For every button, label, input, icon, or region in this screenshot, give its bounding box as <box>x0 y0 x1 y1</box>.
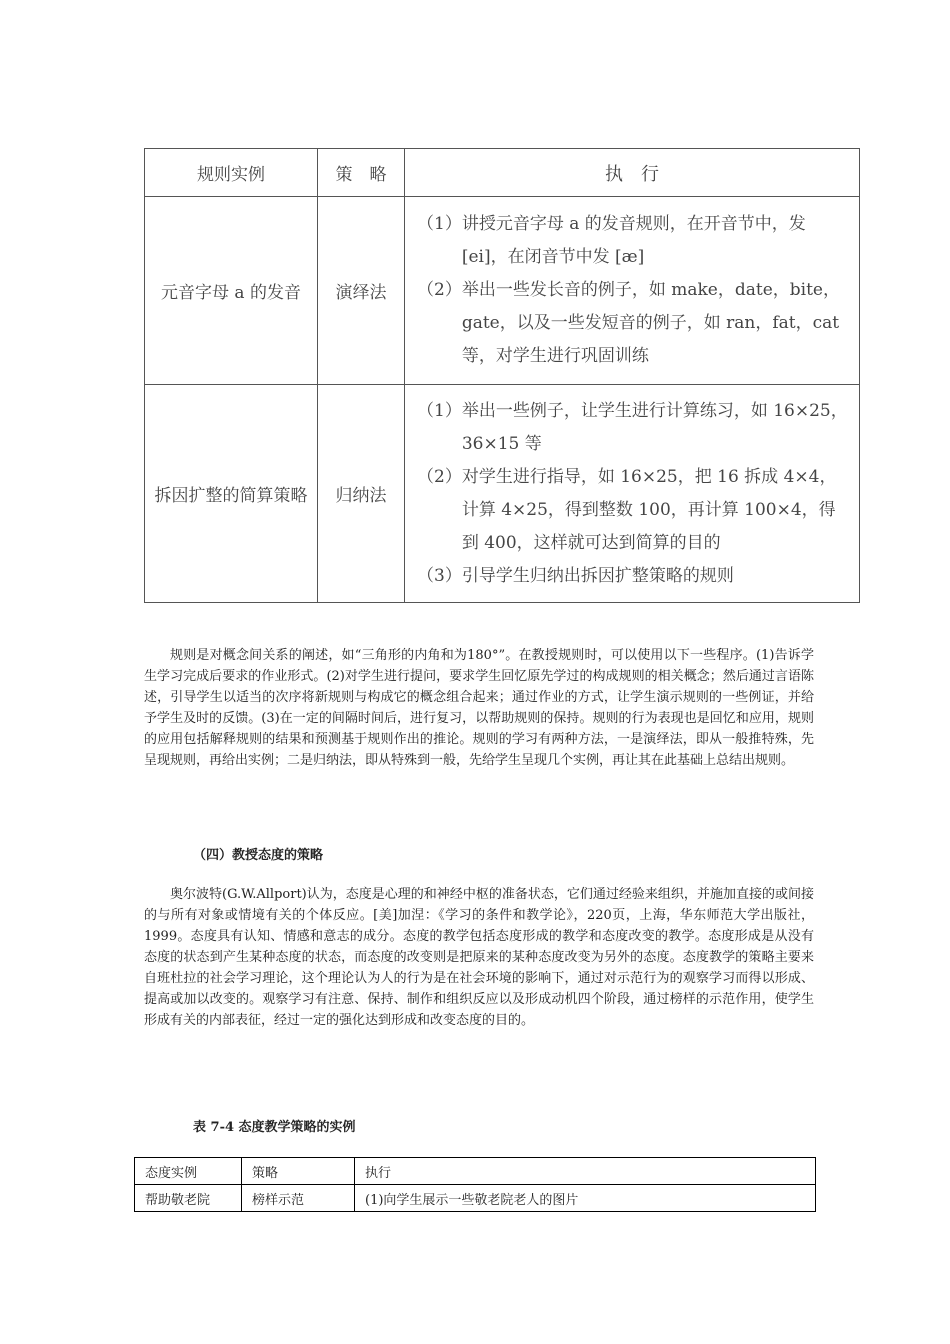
table-caption: 表 7-4 态度教学策略的实例 <box>193 1120 356 1135</box>
item-number: （2） <box>417 466 462 487</box>
table-row <box>145 197 860 385</box>
attitude-example-cell: 帮助敬老院 <box>135 1185 242 1212</box>
item-number: （1） <box>417 400 462 421</box>
execution-item <box>417 395 849 461</box>
table-header-row <box>135 1158 816 1185</box>
header-strategy: 策 略 <box>318 149 405 197</box>
header-rule-example: 规则实例 <box>145 149 318 197</box>
item-text: 对学生进行指导，如 16×25，把 16 拆成 4×4，计算 4×25，得到整数 100，再计算 100×4，得到 400，这样就可达到简算的目的 <box>461 466 837 553</box>
table-row <box>135 1185 816 1212</box>
rules-paragraph: 规则是对概念间关系的阐述，如“三角形的内角和为180°”。在教授规则时，可以使用以下一些程序。(1)告诉学生学习完成后要求的作业形式。(2)对学生进行提问，要求学生回忆原先学过的构成规则的相关概念；然后通过言语陈述，引导学生以适当的次序将新规则与构成它的概念组合起来；通过作业的方式，让学生演示规则的一些例证，并给予学生及时的反馈。(3)在一定的间隔时间后，进行复习，以帮助规则的保持。规则的行为表现也是回忆和应用，规则的应用包括解释规则的结果和预测基于规则作出的推论。规则的学习有两种方法，一是演绎法，即从一般推特殊，先呈现规则，再给出实例；二是归纳法，即从特殊到一般，先给学生呈现几个实例，再让其在此基础上总结出规则。 <box>144 648 814 768</box>
item-text: 举出一些例子，让学生进行计算练习，如 16×25，36×15 等 <box>461 400 848 454</box>
attitude-paragraph: 奥尔波特(G.W.Allport)认为，态度是心理的和神经中枢的准备状态，它们通过经验来组织，并施加直接的或间接的与所有对象或情境有关的个体反应。[美]加涅：《学习的条件和教学论》，220页，上海，华东师范大学出版社，1999。态度具有认知、情感和意志的成分。态度的教学包括态度形成的教学和态度改变的教学。态度形成是从没有态度的状态到产生某种态度的状态，而态度的改变则是把原来的某种态度改变为另外的态度。态度教学的策略主要来自班杜拉的社会学习理论，这个理论认为人的行为是在社会环境的影响下，通过对示范行为的观察学习而得以形成、提高或加以改变的。观察学习有注意、保持、制作和组织反应以及形成动机四个阶段，通过榜样的示范作用，使学生形成有关的内部表征，经过一定的强化达到形成和改变态度的目的。 <box>144 887 814 1028</box>
rule-example-cell: 元音字母 a 的发音 <box>145 197 318 385</box>
table-row <box>145 385 860 603</box>
execution-item <box>417 274 849 373</box>
item-number: （1） <box>417 214 462 234</box>
item-number: （3） <box>417 565 462 586</box>
table-header-row <box>145 149 860 197</box>
header-strategy: 策略 <box>242 1158 355 1185</box>
header-attitude-example: 态度实例 <box>135 1158 242 1185</box>
header-execution: 执行 <box>355 1158 816 1185</box>
section-heading: （四）教授态度的策略 <box>193 848 324 863</box>
attitude-examples-table <box>134 1157 816 1212</box>
execution-cell <box>405 385 860 603</box>
strategy-cell: 榜样示范 <box>242 1185 355 1212</box>
execution-cell: (1)向学生展示一些敬老院老人的图片 <box>355 1185 816 1212</box>
item-text: 讲授元音字母 a 的发音规则，在开音节中，发[ei]，在闭音节中发 [æ] <box>461 214 806 267</box>
header-execution: 执 行 <box>405 149 860 197</box>
execution-cell <box>405 197 860 385</box>
execution-item <box>417 208 849 274</box>
strategy-cell: 演绎法 <box>318 197 405 385</box>
rule-examples-table <box>144 148 860 603</box>
item-text: 引导学生归纳出拆因扩整策略的规则 <box>461 565 734 586</box>
rule-example-cell: 拆因扩整的简算策略 <box>145 385 318 603</box>
strategy-cell: 归纳法 <box>318 385 405 603</box>
item-number: （2） <box>417 280 462 300</box>
item-text: 举出一些发长音的例子，如 make，date，bite，gate，以及一些发短音的例子，如 ran，fat，cat 等，对学生进行巩固训练 <box>461 280 840 366</box>
execution-item <box>417 560 849 593</box>
execution-item <box>417 461 849 560</box>
